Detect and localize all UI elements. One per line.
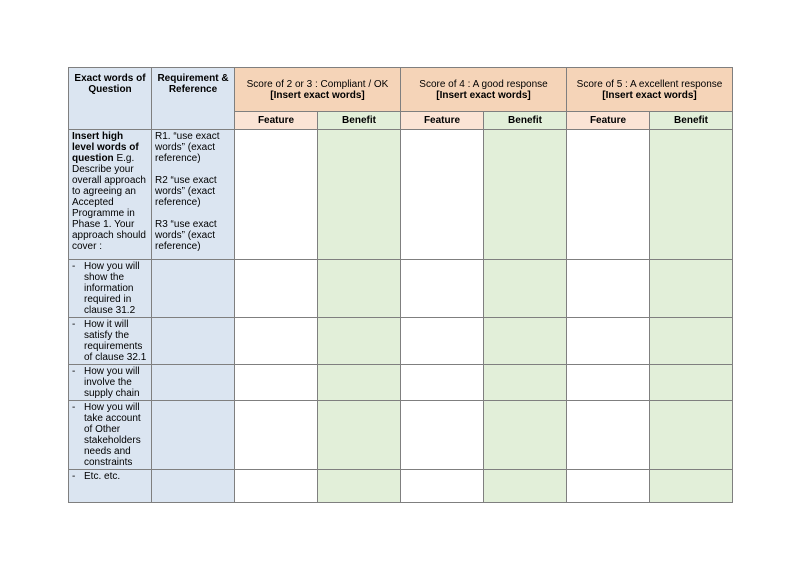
question-text: Etc. etc. — [84, 471, 121, 482]
table-row — [69, 260, 733, 318]
question-text: E.g. Describe your overall approach to agreeing an Accepted Programme in Phase 1. Your approach should cover : — [72, 153, 146, 252]
requirement-cell[interactable] — [152, 318, 235, 365]
feature-cell[interactable] — [567, 401, 650, 470]
dash-bullet: - — [72, 319, 76, 330]
header-benefit: Benefit — [318, 112, 401, 130]
header-score-4 — [401, 68, 567, 112]
benefit-cell[interactable] — [484, 470, 567, 503]
benefit-cell[interactable] — [318, 130, 401, 260]
question-cell — [69, 318, 152, 365]
table-row — [69, 318, 733, 365]
table-row — [69, 470, 733, 503]
question-text: How you will show the information required in clause 31.2 — [84, 261, 140, 316]
question-cell — [69, 470, 152, 503]
table-row — [69, 365, 733, 401]
feature-cell[interactable] — [235, 365, 318, 401]
header-score-5 — [567, 68, 733, 112]
table-row — [69, 130, 733, 260]
table-row — [69, 401, 733, 470]
dash-bullet: - — [72, 402, 76, 413]
question-cell — [69, 401, 152, 470]
score-title: Score of 4 : A good response — [419, 78, 548, 90]
requirement-r2: R2 “use exact words” (exact reference) — [155, 175, 217, 208]
question-text: How it will satisfy the requirements of clause 32.1 — [84, 319, 147, 363]
question-text: How you will involve the supply chain — [84, 366, 140, 399]
feature-cell[interactable] — [235, 401, 318, 470]
insert-exact-words: [Insert exact words] — [270, 89, 365, 101]
benefit-cell[interactable] — [650, 130, 733, 260]
benefit-cell[interactable] — [484, 130, 567, 260]
benefit-cell[interactable] — [484, 401, 567, 470]
requirement-cell[interactable] — [152, 365, 235, 401]
feature-cell[interactable] — [401, 470, 484, 503]
header-feature: Feature — [401, 112, 484, 130]
benefit-cell[interactable] — [650, 365, 733, 401]
feature-cell[interactable] — [567, 318, 650, 365]
header-feature: Feature — [567, 112, 650, 130]
benefit-cell[interactable] — [318, 260, 401, 318]
requirement-r3: R3 “use exact words” (exact reference) — [155, 219, 217, 252]
dash-bullet: - — [72, 471, 76, 482]
requirement-cell[interactable] — [152, 401, 235, 470]
feature-cell[interactable] — [567, 260, 650, 318]
feature-cell[interactable] — [235, 130, 318, 260]
benefit-cell[interactable] — [650, 401, 733, 470]
header-benefit: Benefit — [484, 112, 567, 130]
score-title: Score of 2 or 3 : Compliant / OK — [246, 78, 389, 90]
feature-cell[interactable] — [235, 260, 318, 318]
feature-cell[interactable] — [401, 401, 484, 470]
benefit-cell[interactable] — [484, 318, 567, 365]
score-title: Score of 5 : A excellent response — [576, 78, 723, 90]
question-heading: Insert high level words of question — [72, 131, 139, 164]
dash-bullet: - — [72, 261, 76, 272]
response-matrix-table — [68, 67, 733, 503]
header-row-scores — [69, 68, 733, 112]
requirement-cell — [152, 130, 235, 260]
header-score-2-3 — [235, 68, 401, 112]
benefit-cell[interactable] — [484, 260, 567, 318]
feature-cell[interactable] — [567, 365, 650, 401]
benefit-cell[interactable] — [318, 365, 401, 401]
requirement-cell[interactable] — [152, 470, 235, 503]
header-exact-words: Exact words of Question — [69, 68, 152, 130]
requirement-r1: R1. “use exact words” (exact reference) — [155, 131, 220, 164]
feature-cell[interactable] — [235, 318, 318, 365]
feature-cell[interactable] — [401, 365, 484, 401]
insert-exact-words: [Insert exact words] — [602, 89, 697, 101]
header-requirement: Requirement & Reference — [152, 68, 235, 130]
question-cell — [69, 365, 152, 401]
requirement-cell[interactable] — [152, 260, 235, 318]
benefit-cell[interactable] — [650, 318, 733, 365]
benefit-cell[interactable] — [484, 365, 567, 401]
feature-cell[interactable] — [567, 130, 650, 260]
dash-bullet: - — [72, 366, 76, 377]
question-text: How you will take account of Other stakeholders needs and constraints — [84, 402, 141, 468]
feature-cell[interactable] — [401, 130, 484, 260]
feature-cell[interactable] — [401, 260, 484, 318]
header-benefit: Benefit — [650, 112, 733, 130]
question-cell — [69, 260, 152, 318]
benefit-cell[interactable] — [650, 260, 733, 318]
insert-exact-words: [Insert exact words] — [436, 89, 531, 101]
header-feature: Feature — [235, 112, 318, 130]
question-cell — [69, 130, 152, 260]
benefit-cell[interactable] — [318, 470, 401, 503]
feature-cell[interactable] — [567, 470, 650, 503]
benefit-cell[interactable] — [650, 470, 733, 503]
benefit-cell[interactable] — [318, 401, 401, 470]
feature-cell[interactable] — [235, 470, 318, 503]
benefit-cell[interactable] — [318, 318, 401, 365]
feature-cell[interactable] — [401, 318, 484, 365]
